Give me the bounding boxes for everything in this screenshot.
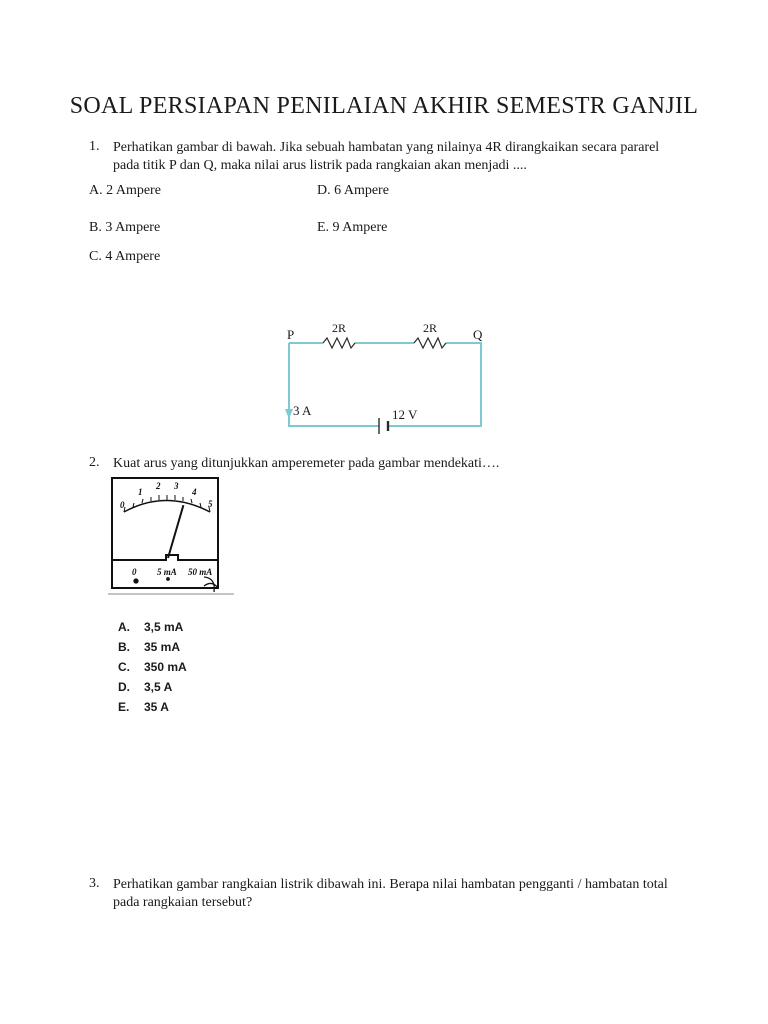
meter-terminal-labels xyxy=(132,567,212,577)
question-2-text: Kuat arus yang ditunjukkan amperemeter pada gambar mendekati…. xyxy=(113,456,500,471)
scale-label-1: 1 xyxy=(138,487,143,497)
meter-terminals xyxy=(134,577,218,592)
question-3-number: 3. xyxy=(89,876,100,891)
option-letter: C. xyxy=(118,660,130,674)
q2-option-a[interactable] xyxy=(118,620,183,634)
current-arrow-icon xyxy=(285,409,293,419)
terminal-label-0: 0 xyxy=(132,567,137,577)
resistor-2 xyxy=(414,338,446,348)
scale-label-0: 0 xyxy=(120,500,125,510)
option-letter: B. xyxy=(118,640,130,654)
option-value: 35 mA xyxy=(144,640,181,654)
meter-needle xyxy=(168,505,183,558)
q2-option-c[interactable] xyxy=(118,660,187,674)
scale-label-2: 2 xyxy=(156,481,161,491)
terminal-label-5ma: 5 mA xyxy=(157,567,177,577)
battery-symbol xyxy=(379,418,388,434)
document-title: SOAL PERSIAPAN PENILAIAN AKHIR SEMESTR GANJIL xyxy=(69,93,699,119)
q2-option-e[interactable] xyxy=(118,700,169,714)
question-1-number: 1. xyxy=(89,139,100,154)
question-2-number: 2. xyxy=(89,455,100,470)
q1-option-e[interactable]: E. 9 Ampere xyxy=(317,220,388,235)
q1-option-c[interactable]: C. 4 Ampere xyxy=(89,249,161,264)
circuit-diagram xyxy=(275,318,495,440)
option-value: 350 mA xyxy=(144,660,187,674)
option-value: 3,5 mA xyxy=(144,620,184,634)
q1-option-a[interactable]: A. 2 Ampere xyxy=(89,183,161,198)
meter-scale xyxy=(124,495,210,512)
label-q: Q xyxy=(473,327,483,342)
label-current: 3 A xyxy=(293,403,312,418)
circuit-wires xyxy=(289,343,481,426)
option-letter: A. xyxy=(118,620,130,634)
resistor-1 xyxy=(323,338,355,348)
option-letter: E. xyxy=(118,700,130,714)
option-value: 3,5 A xyxy=(144,680,173,694)
scale-label-5: 5 xyxy=(208,499,213,509)
scale-label-3: 3 xyxy=(174,481,179,491)
ammeter-diagram xyxy=(108,476,238,598)
label-resistor-2: 2R xyxy=(423,321,438,335)
label-resistor-1: 2R xyxy=(332,321,347,335)
question-1-text: Perhatikan gambar di bawah. Jika sebuah hambatan yang nilainya 4R dirangkaikan secara pararel pada titik P dan Q, maka nilai arus listrik pada rangkaian akan menjadi .... xyxy=(113,140,660,173)
scale-label-4: 4 xyxy=(192,487,197,497)
label-p: P xyxy=(287,327,295,342)
option-value: 35 A xyxy=(144,700,169,714)
option-letter: D. xyxy=(118,680,130,694)
q2-option-d[interactable] xyxy=(118,680,172,694)
question-3-text: Perhatikan gambar rangkaian listrik dibawah ini. Berapa nilai hambatan pengganti / hambatan total pada rangkaian tersebut? xyxy=(113,877,668,910)
label-voltage: 12 V xyxy=(392,407,418,422)
q1-option-b[interactable]: B. 3 Ampere xyxy=(89,220,161,235)
terminal-label-50ma: 50 mA xyxy=(188,567,213,577)
q1-option-d[interactable]: D. 6 Ampere xyxy=(317,183,389,198)
q2-option-b[interactable] xyxy=(118,640,180,654)
